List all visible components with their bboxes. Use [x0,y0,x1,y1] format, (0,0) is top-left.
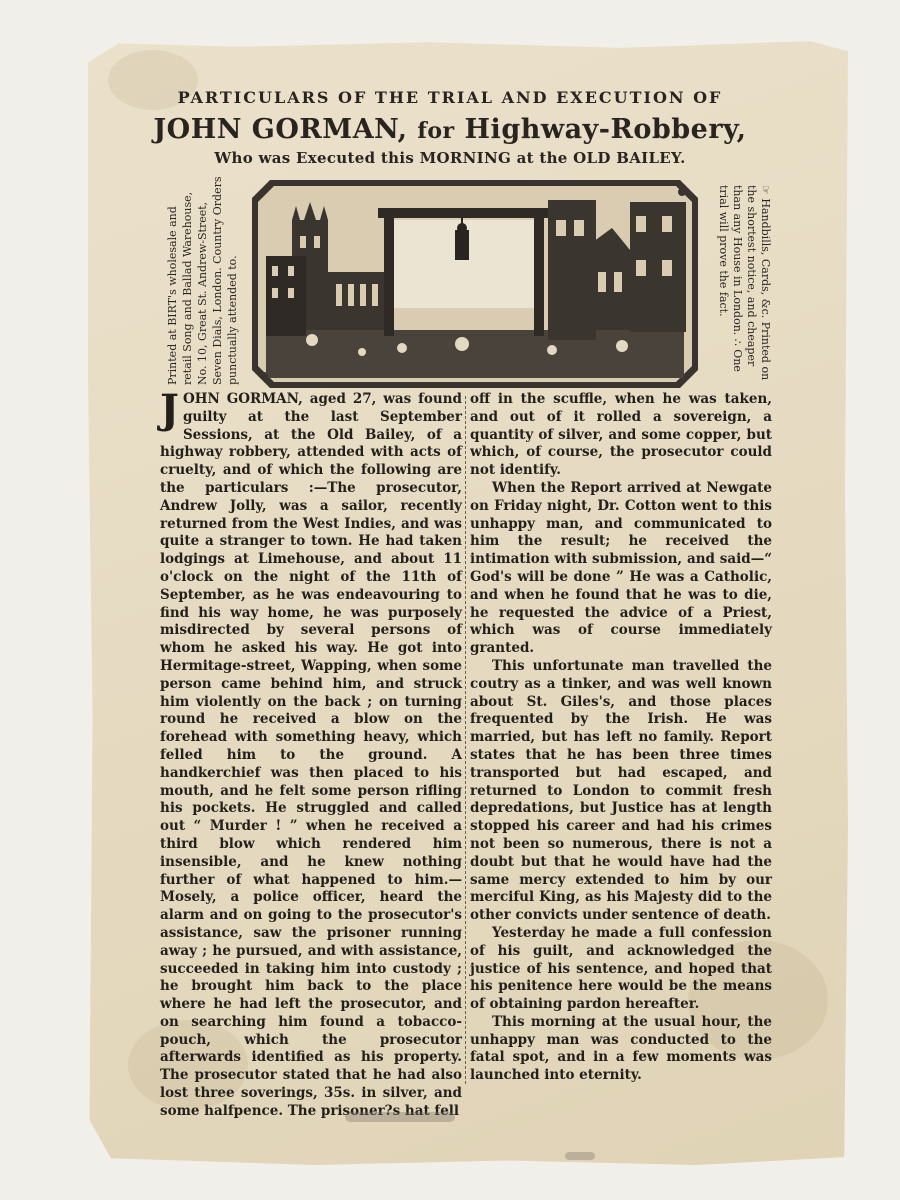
article-column-left [160,386,462,1121]
printer-imprint [165,175,260,385]
printer-imprint-text: Printed at BIRT's wholesale and retail Song and Ballad Warehouse, No. 10, Great St. Andrew-Street, Seven Dials, London. Country Orders punctually attended to. [166,176,239,385]
header-line-3: Who was Executed this MORNING at the OLD BAILEY. [214,149,686,167]
article-column-right [470,391,772,1085]
header-title [0,114,900,145]
paragraph: Yesterday he made a full confession of his guilt, and acknowledged the justice of his sentence, and hoped that his penitence here would be the means of obtaining pardon hereafter. [470,924,772,1013]
ink-smudge [565,1152,595,1160]
article-text-left: OHN GORMAN, aged 27, was found guilty at the last September Sessions, at the Old Bailey, of a highway robbery, attended with acts of cruelty, and of which the following are the particulars :—The prosecutor, Andrew Jolly, was a sailor, recently returned from the West Indies, and was quite a stranger to town. He had taken lodgings at Limehouse, and about 11 o'clock on the night of the 11th of September, as he was endeavouring to find his way home, he was purposely misdirected by several persons of whom he asked his way. He got into Hermitage-street, Wapping, when some person came behind him, and struck him violently on the back ; on turning round he received a blow on the forehead with something heavy, which felled him to the ground. A handkerchief was then placed to his mouth, and he felt some person rifling his pockets. He struggled and called out “ Murder ! ” when he received a third blow which rendered him insensible, and he knew nothing further of what happened to him.—Mosely, a police officer, heard the alarm and on going to the prosecutor's assistance, saw the prisoner running away ; he pursued, and with assistance, succeeded in taking him into custody ; he brought him back to the place where he had left the prosecutor, and on searching him found a tobacco-pouch, which the prosecutor afterwards identified as his property. The prosecutor stated that he had also lost three soverings, 35s. in silver, and some halfpence. The prisoner?s hat fell [160,391,462,1119]
paragraph: This morning at the usual hour, the unhappy man was conducted to the fatal spot, and in a few moments was launched into eternity. [470,1013,772,1084]
header-crime: Highway-Robbery, [464,114,747,145]
drop-cap: J [160,386,179,433]
header-for: for [417,118,455,144]
paragraph: This unfortunate man travelled the coutry as a tinker, and was well known about St. Giles's, and those places frequented by the Irish. He was married, but has left no family. Report states that he has been three times transported but had escaped, and returned to London to commit fresh depredations, but Justice has at length stopped his career and had his crimes not been so numerous, there is not a doubt but that he would have had the same mercy extended to him by our merciful King, as his Majesty did to the other convicts under sentence of death. [470,657,772,924]
header-line-1: PARTICULARS OF THE TRIAL AND EXECUTION OF [177,88,723,107]
advertisement-note [702,185,772,390]
execution-woodcut-image [252,180,698,388]
column-divider [465,396,467,1084]
paragraph: off in the scuffle, when he was taken, and out of it rolled a sovereign, a quantity of silver, and some copper, but which, of course, the prosecutor could not identify. [470,391,772,479]
advertisement-text: ☞ Handbills, Cards, &c. Printed on the shortest notice, and cheaper than any House in London. ∴ One trial will prove the fact. [717,185,772,381]
crowd-band [266,330,684,378]
ink-smudge [345,1112,455,1122]
header-name: JOHN GORMAN, [153,114,408,145]
paragraph: When the Report arrived at Newgate on Friday night, Dr. Cotton went to this unhappy man, and communicated to him the result; he received the intimation with submission, and said—“ God's will be done ” He was a Catholic, and when he found that he was to die, he requested the advice of a Priest, which was of course immediately granted. [470,479,772,657]
